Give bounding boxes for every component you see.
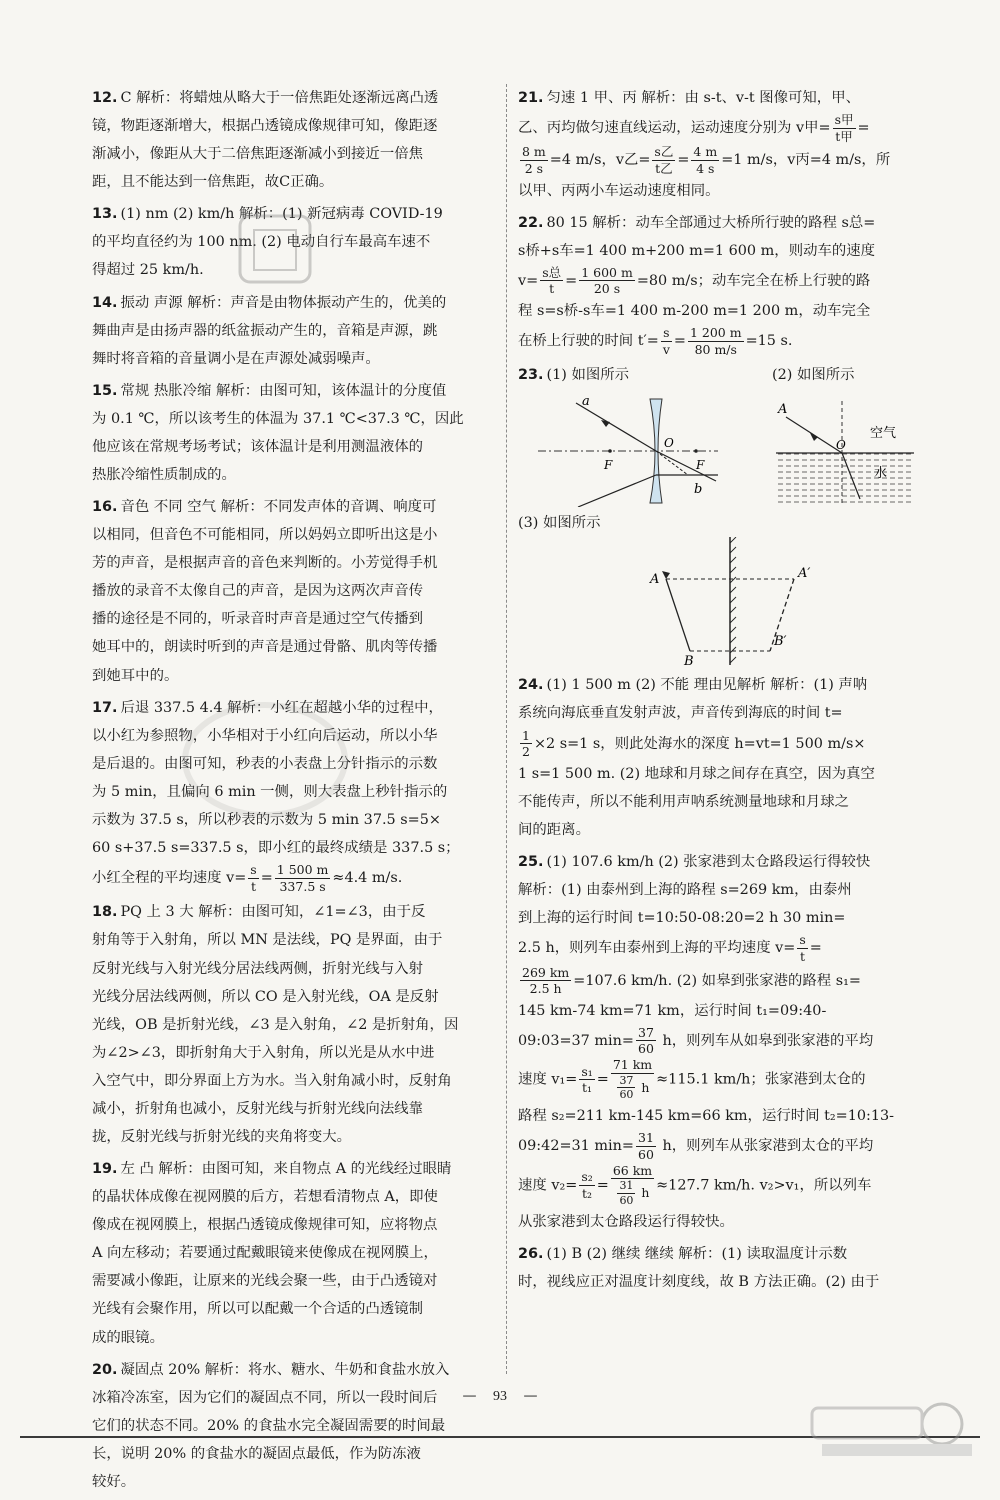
answer-line: 她耳中的，朗读时听到的声音是通过骨骼、肌肉等传播 [92,639,438,656]
answer-line: 是后退的。由图可知，秒表的小表盘上分针指示的示数 [92,755,438,772]
question-number: 17. [92,699,118,716]
svg-text:a: a [582,394,590,410]
answer-line: (1) B (2) 继续 继续 解析：(1) 读取温度计示数 [546,1245,848,1262]
question-number: 13. [92,206,118,223]
answer-line: 为 5 min，且偏向 6 min 一侧，则大表盘上秒针指示的 [92,783,448,800]
question-number: 19. [92,1161,118,1178]
question-number: 24. [518,677,544,694]
answer-line: (1) 107.6 km/h (2) 张家港到太仓路段运行得较快 [546,854,871,871]
fraction: $\frac{269 km}{2.5 h}$ [522,964,570,997]
incident-ray-2 [578,475,656,507]
watermark-faint [180,700,350,820]
svg-text:F: F [604,458,613,473]
question-12 [92,84,497,196]
answer-line: (1) nm (2) km/h 解析：(1) 新冠病毒 COVID-19 [120,206,443,223]
fraction: $\frac{1 200 m}{80 m/s}$ [689,325,742,357]
answer-line: 长，说明 20% 的食盐水的凝固点最低，作为防冻液 [92,1445,421,1462]
fraction: $\frac{\text{s乙}}{\text{t乙}}$ [654,144,674,176]
formula-line: $\frac{8 m}{2 s}$ =4 m/s，v乙= $\frac{\text{s乙}}{\text{t乙}}$ = $\frac{4 m}{4 s}$ =1 m/s，v丙=4 m/s，所 [522,144,891,176]
svg-text:F: F [696,458,705,473]
svg-text:水: 水 [874,466,888,482]
question-number: 21. [518,90,544,106]
answer-line: 光线有会聚作用，所以可以配戴一个合适的凸透镜制 [92,1301,423,1318]
answer-line: 他应该在常规考场考试；该体温计是利用测温液体的 [92,438,423,455]
fraction: $\frac{\text{s总}}{t}$ [542,264,562,297]
formula-line: $\frac{269 km}{2.5 h}$ =107.6 km/h. (2) 如皋到张家港的路程 s₁= [522,964,861,997]
answer-line: s桥+s车=1 400 m+200 m=1 600 m，则动车的速度 [518,242,876,259]
answer-line: 常规 热胀冷缩 解析：由图可知，该体温计的分度值 [120,382,447,399]
page-footer: — 93 — [462,1388,538,1404]
watermark-logo [802,1400,982,1460]
right-column [518,84,936,1300]
question-25 [518,848,936,1236]
formula-line: 2.5 h，则列车由泰州到上海的平均速度 v= $\frac{s}{t}$ = [518,932,822,964]
question-20 [92,1356,497,1496]
answer-line: 系统向海底垂直发射声波，声音传到海底的时间 t= [518,705,843,722]
subpart-label: (3) 如图所示 [518,515,601,532]
formula-line: 速度 v₂= $\frac{\text{s₂}}{\text{t₂}}$ = 66 km $\frac{31}{60}$ h ≈127.7 km/h. v₂>v₁，所以列车 [518,1162,872,1207]
subpart-label: (2) 如图所示 [772,367,855,384]
answer-line: 路程 s₂=211 km-145 km=66 km，运行时间 t₂=10:13- [518,1108,895,1125]
fraction: $\frac{1 500 m}{337.5 s}$ [276,862,329,894]
formula-line: v= $\frac{\text{s总}}{t}$ = $\frac{1 600 m}{20 s}$ =80 m/s；动车完全在桥上行驶的路 [518,264,871,297]
answer-line: 渐减小，像距从大于二倍焦距逐渐减小到接近一倍焦 [92,146,423,163]
answer-line: 距，且不能达到一倍焦距，故C正确。 [92,174,334,191]
answer-line: 到她耳中的。 [92,667,179,684]
fraction: $\frac{8 m}{2 s}$ [522,144,546,176]
question-number: 23. [518,367,544,384]
question-number: 20. [92,1361,118,1378]
answer-line: 以小红为参照物，小华相对于小红向后运动，所以小华 [92,727,438,744]
question-number: 18. [92,904,118,921]
answer-line: 舞时将音箱的音量调小是在声源处减弱噪声。 [92,350,380,367]
answer-line: 1 s=1 500 m. (2) 地球和月球之间存在真空，因为真空 [518,765,875,782]
question-16 [92,493,497,690]
answer-line: 的平均直径约为 100 nm. (2) 电动自行车最高车速不 [92,234,431,251]
answer-line: 以相同，但音色不可能相同，所以妈妈立即听出这是小 [92,527,438,544]
answer-line: 镜，物距逐渐增大，根据凸透镜成像规律可知，像距逐 [92,118,438,135]
formula-line: 09:42=31 min= $\frac{31}{60}$ h，则列车从张家港到太仓的平均 [518,1130,874,1162]
watermark-stamp [220,210,330,290]
answer-line: 减小，折射角也减小，反射光线与折射光线向法线靠 [92,1100,423,1117]
fraction: 71 km $\frac{37}{60}$ h [612,1057,653,1102]
fraction: $\frac{31}{60}$ [638,1130,654,1162]
answer-line: 冰箱冷冻室，因为它们的凝固点不同，所以一段时间后 [92,1389,438,1406]
fraction: $\frac{s}{v}$ [662,325,670,357]
question-18 [92,898,497,1151]
question-15 [92,377,497,489]
svg-text:A: A [778,402,788,418]
answer-line: 以甲、丙两小车运动速度相同。 [518,182,720,199]
fraction: $\frac{s}{t}$ [250,862,257,894]
fraction: $\frac{4 m}{4 s}$ [693,144,718,176]
answer-line: 光线分居法线两侧，所以 CO 是入射光线，OA 是反射 [92,988,439,1005]
plane-mirror-diagram [638,537,818,667]
answer-line: 时，视线应正对温度计刻度线，故 B 方法正确。(2) 由于 [518,1273,880,1290]
refracted-ray-b [656,451,716,481]
answer-line: 示数为 37.5 s，所以秒表的示数为 5 min 37.5 s=5× [92,811,441,828]
answer-line: 它们的状态不同。20% 的食盐水完全凝固需要的时间最 [92,1417,446,1434]
answer-line: 入空气中，即分界面上方为水。当入射角减小时，反射角 [92,1072,452,1089]
refraction-diagram [770,397,920,507]
fraction: $\frac{\text{s₂}}{\text{t₂}}$ [581,1168,593,1201]
fraction: $\frac{1}{2}$ [522,727,530,760]
question-number: 16. [92,499,118,516]
question-22 [518,209,936,358]
fraction: $\frac{1 600 m}{20 s}$ [581,264,633,297]
answer-line: 解析：(1) 由泰州到上海的路程 s=269 km，由泰州 [518,882,852,899]
question-number: 22. [518,214,544,231]
svg-text:A′: A′ [798,566,811,582]
figure-row [518,389,936,509]
answer-line: 凝固点 20% 解析：将水、糖水、牛奶和食盐水放入 [120,1361,450,1378]
question-number: 15. [92,382,118,399]
answer-line: 程 s=s桥-s车=1 400 m-200 m=1 200 m，动车完全 [518,303,871,320]
answer-line: 拢，反射光线与折射光线的夹角将变大。 [92,1128,352,1145]
svg-text:O: O [836,438,846,453]
question-number: 26. [518,1245,544,1262]
svg-text:B: B [684,654,694,668]
page-number: 93 [493,1389,507,1404]
answer-line: 舞曲声是由扬声器的纸盆振动产生的，音箱是声源，跳 [92,322,438,339]
object-AB [666,579,690,651]
answer-line: 像成在视网膜上，根据凸透镜成像规律可知，应将物点 [92,1217,438,1234]
answer-line: 热胀冷缩性质制成的。 [92,467,236,484]
formula-line: 乙、丙均做匀速直线运动，运动速度分别为 v甲= $\frac{\text{s甲}}{\text{t甲}}$ = [518,112,870,144]
answer-line: 145 km-74 km=71 km，运行时间 t₁=09:40- [518,1002,827,1019]
answer-line: 的晶状体成像在视网膜的后方，若想看清物点 A，即使 [92,1189,438,1206]
answer-line: 需要减小像距，让原来的光线会聚一些，由于凸透镜对 [92,1273,438,1290]
answer-line: 播的途径是不同的，听录音时声音是通过空气传播到 [92,611,423,628]
svg-text:O: O [664,436,674,451]
fraction: $\frac{\text{s₁}}{\text{t₁}}$ [581,1063,593,1096]
incident-ray-a [576,403,656,451]
formula-line: 09:03=37 min= $\frac{37}{60}$ h，则列车从如皋到张家港的平均 [518,1024,874,1057]
svg-text:b: b [694,482,703,498]
answer-line: PQ 上 3 大 解析：由图可知，∠1=∠3，由于反 [120,904,426,921]
answer-line: (1) 1 500 m (2) 不能 理由见解析 解析：(1) 声呐 [546,677,868,694]
answer-line: 到上海的运行时间 t=10:50-08:20=2 h 30 min= [518,910,846,927]
answer-line: 后退 337.5 4.4 解析：小红在超越小华的过程中， [120,699,443,716]
svg-text:B′: B′ [774,634,787,650]
fraction: 66 km $\frac{31}{60}$ h [612,1162,653,1207]
concave-lens-diagram [538,389,718,507]
answer-line: 播放的录音不太像自己的声音，是因为这两次声音传 [92,583,423,600]
svg-text:空气: 空气 [870,426,897,442]
answer-line: 光线，OB 是折射光线，∠3 是入射角，∠2 是折射角，因 [92,1016,459,1033]
answer-line: 得超过 25 km/h. [92,262,204,279]
answer-line: 60 s+37.5 s=337.5 s，即小红的最终成绩是 337.5 s； [92,840,460,857]
answer-line: 振动 声源 解析：声音是由物体振动产生的，优美的 [120,294,447,311]
question-14 [92,289,497,373]
formula-line: $\frac{1}{2}$ ×2 s=1 s，则此处海水的深度 h=vt=1 500 m/s× [522,727,866,760]
question-19 [92,1155,497,1352]
formula-line: 在桥上行驶的时间 t′= $\frac{s}{v}$ = $\frac{1 200 m}{80 m/s}$ =15 s. [518,325,793,357]
fraction: $\frac{s}{t}$ [799,932,806,964]
answer-line: 成的眼镜。 [92,1329,164,1346]
svg-text:A: A [650,572,660,588]
answer-line: 芳的声音，是根据声音的音色来判断的。小芳觉得手机 [92,555,438,572]
answer-line: 为 0.1 ℃，所以该考生的体温为 37.1 ℃<37.3 ℃，因此 [92,410,464,427]
answer-line: 匀速 1 甲、丙 解析：由 s-t、v-t 图像可知，甲、 [546,90,860,106]
answer-line: 音色 不同 空气 解析：不同发声体的音调、响度可 [120,499,437,516]
answer-line: 为∠2>∠3，即折射角大于入射角，所以光是从水中进 [92,1044,435,1061]
figure-row [518,537,936,667]
question-number: 25. [518,854,544,871]
answer-line: 左 凸 解析：由图可知，来自物点 A 的光线经过眼睛 [120,1161,452,1178]
answer-line: 间的距离。 [518,821,590,838]
fraction: $\frac{37}{60}$ [638,1024,654,1057]
column-divider [506,84,507,1374]
question-23 [518,361,936,667]
question-number: 12. [92,90,118,106]
answer-line: 不能传声，所以不能利用声呐系统测量地球和月球之 [518,793,849,810]
answer-line: 80 15 解析：动车全部通过大桥所行驶的路程 s总= [546,214,876,231]
subpart-label: (1) 如图所示 [546,367,630,384]
fraction: $\frac{\text{s甲}}{\text{t甲}}$ [834,112,854,144]
question-21 [518,84,936,205]
question-number: 14. [92,294,118,311]
answer-line: 从张家港到太仓路段运行得较快。 [518,1213,734,1230]
question-26 [518,1240,936,1296]
answer-line: C 解析：将蜡烛从略大于一倍焦距处逐渐远离凸透 [120,90,439,106]
extension-line [656,451,688,475]
answer-line: 射角等于入射角，所以 MN 是法线，PQ 是界面，由于 [92,932,443,949]
formula-line: 小红全程的平均速度 v= $\frac{s}{t}$ = $\frac{1 500 m}{337.5 s}$ ≈4.4 m/s. [92,862,403,894]
answer-line: 反射光线与入射光线分居法线两侧，折射光线与入射 [92,960,423,977]
question-24 [518,671,936,844]
answer-line: 较好。 [92,1473,136,1490]
formula-line: 速度 v₁= $\frac{\text{s₁}}{\text{t₁}}$ = 71 km $\frac{37}{60}$ h ≈115.1 km/h；张家港到太仓的 [518,1057,866,1102]
answer-line: A 向左移动；若要通过配戴眼镜来使像成在视网膜上， [92,1245,438,1262]
